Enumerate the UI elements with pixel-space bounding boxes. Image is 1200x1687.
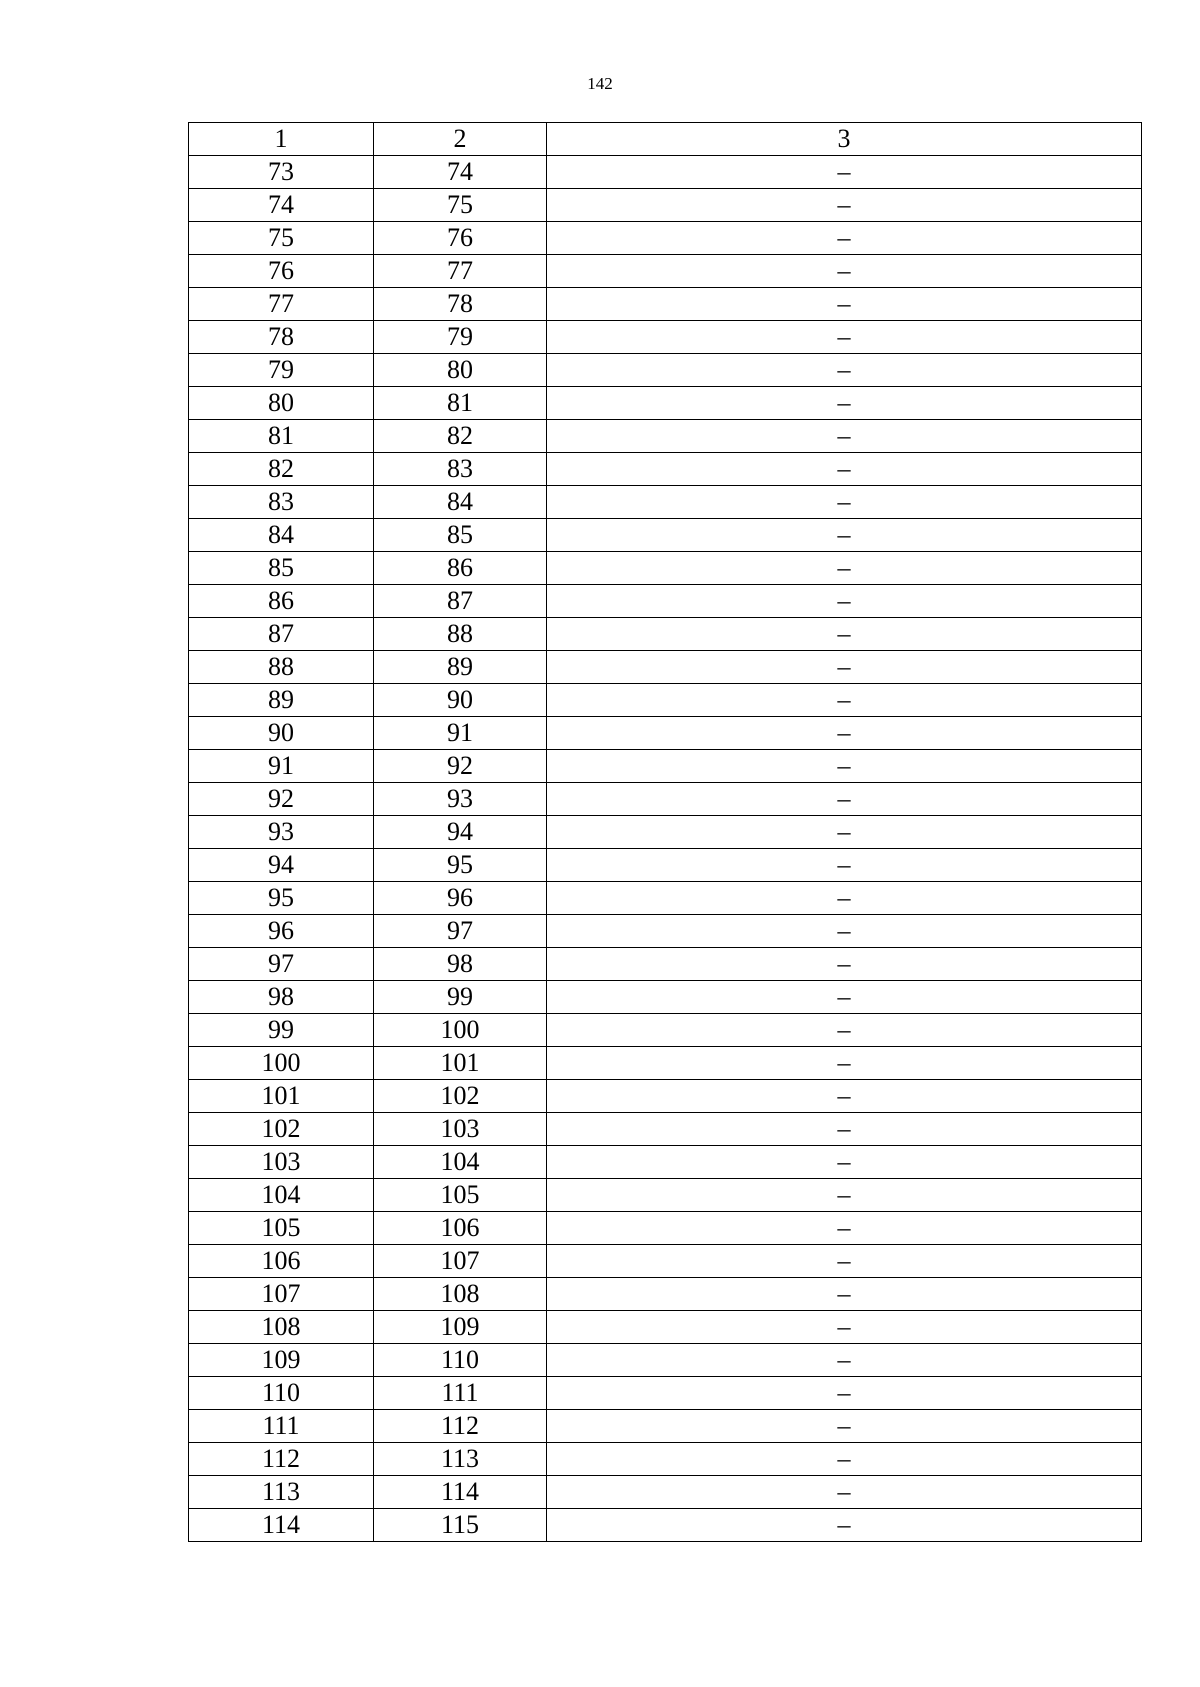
table-row [189, 585, 1142, 618]
table-row [189, 1278, 1142, 1311]
table-row [189, 354, 1142, 387]
table-cell-col-2: 84 [374, 486, 547, 519]
table-cell-col-2: 113 [374, 1443, 547, 1476]
table-cell-col-1: 76 [189, 255, 374, 288]
table-cell-col-2: 108 [374, 1278, 547, 1311]
table-cell-col-2: 99 [374, 981, 547, 1014]
table-cell-col-2: 94 [374, 816, 547, 849]
table-cell-col-2: 101 [374, 1047, 547, 1080]
table-row [189, 387, 1142, 420]
table-row [189, 552, 1142, 585]
table-row [189, 1146, 1142, 1179]
table-row [189, 321, 1142, 354]
table-cell-col-3: – [547, 1344, 1142, 1377]
table-cell-col-2: 78 [374, 288, 547, 321]
table-cell-col-1: 91 [189, 750, 374, 783]
table-cell-col-3: – [547, 420, 1142, 453]
table-cell-col-3: – [547, 684, 1142, 717]
table-cell-col-1: 88 [189, 651, 374, 684]
table-row [189, 1377, 1142, 1410]
table-row [189, 1014, 1142, 1047]
table-cell-col-2: 79 [374, 321, 547, 354]
table-cell-col-1: 87 [189, 618, 374, 651]
table-cell-col-3: – [547, 156, 1142, 189]
table-cell-col-2: 95 [374, 849, 547, 882]
table-row [189, 750, 1142, 783]
table-cell-col-3: – [547, 981, 1142, 1014]
table-cell-col-2: 86 [374, 552, 547, 585]
table-cell-col-2: 104 [374, 1146, 547, 1179]
table-cell-col-1: 89 [189, 684, 374, 717]
table-row [189, 1047, 1142, 1080]
table-body [189, 156, 1142, 1542]
table-row [189, 915, 1142, 948]
table-cell-col-1: 98 [189, 981, 374, 1014]
table-row [189, 222, 1142, 255]
data-table-container [188, 122, 1141, 1542]
table-cell-col-1: 100 [189, 1047, 374, 1080]
table-cell-col-3: – [547, 948, 1142, 981]
table-cell-col-1: 97 [189, 948, 374, 981]
table-cell-col-3: – [547, 1443, 1142, 1476]
table-row [189, 1410, 1142, 1443]
table-cell-col-1: 110 [189, 1377, 374, 1410]
table-cell-col-1: 105 [189, 1212, 374, 1245]
table-cell-col-3: – [547, 1377, 1142, 1410]
table-row [189, 783, 1142, 816]
page-number: 142 [587, 74, 613, 93]
table-cell-col-1: 90 [189, 717, 374, 750]
table-cell-col-1: 80 [189, 387, 374, 420]
table-row [189, 1311, 1142, 1344]
table-cell-col-3: – [547, 222, 1142, 255]
column-header-1: 1 [189, 123, 374, 156]
table-cell-col-3: – [547, 1410, 1142, 1443]
data-table [188, 122, 1142, 1542]
table-cell-col-3: – [547, 288, 1142, 321]
table-cell-col-3: – [547, 1311, 1142, 1344]
table-cell-col-1: 73 [189, 156, 374, 189]
table-row [189, 486, 1142, 519]
table-cell-col-3: – [547, 1212, 1142, 1245]
table-cell-col-2: 109 [374, 1311, 547, 1344]
table-cell-col-3: – [547, 1476, 1142, 1509]
table-row [189, 651, 1142, 684]
table-cell-col-3: – [547, 354, 1142, 387]
table-cell-col-3: – [547, 453, 1142, 486]
table-cell-col-1: 95 [189, 882, 374, 915]
table-cell-col-1: 99 [189, 1014, 374, 1047]
table-cell-col-3: – [547, 1047, 1142, 1080]
table-cell-col-3: – [547, 816, 1142, 849]
table-cell-col-3: – [547, 915, 1142, 948]
table-cell-col-1: 77 [189, 288, 374, 321]
table-cell-col-2: 76 [374, 222, 547, 255]
table-cell-col-3: – [547, 1080, 1142, 1113]
table-row [189, 882, 1142, 915]
table-cell-col-3: – [547, 1179, 1142, 1212]
table-cell-col-2: 110 [374, 1344, 547, 1377]
table-cell-col-3: – [547, 750, 1142, 783]
table-cell-col-3: – [547, 717, 1142, 750]
table-cell-col-3: – [547, 321, 1142, 354]
table-cell-col-2: 115 [374, 1509, 547, 1542]
table-cell-col-1: 96 [189, 915, 374, 948]
table-cell-col-2: 90 [374, 684, 547, 717]
table-cell-col-2: 100 [374, 1014, 547, 1047]
table-cell-col-1: 85 [189, 552, 374, 585]
table-row [189, 453, 1142, 486]
table-cell-col-3: – [547, 486, 1142, 519]
table-row [189, 1509, 1142, 1542]
table-cell-col-1: 74 [189, 189, 374, 222]
table-cell-col-2: 105 [374, 1179, 547, 1212]
table-row [189, 189, 1142, 222]
table-cell-col-2: 91 [374, 717, 547, 750]
table-row [189, 1476, 1142, 1509]
table-row [189, 618, 1142, 651]
table-cell-col-3: – [547, 1245, 1142, 1278]
table-cell-col-1: 113 [189, 1476, 374, 1509]
table-row [189, 156, 1142, 189]
column-header-3: 3 [547, 123, 1142, 156]
table-cell-col-1: 92 [189, 783, 374, 816]
table-cell-col-1: 109 [189, 1344, 374, 1377]
table-cell-col-2: 87 [374, 585, 547, 618]
table-cell-col-3: – [547, 519, 1142, 552]
table-cell-col-1: 78 [189, 321, 374, 354]
table-cell-col-2: 107 [374, 1245, 547, 1278]
table-cell-col-2: 98 [374, 948, 547, 981]
table-cell-col-3: – [547, 849, 1142, 882]
table-cell-col-1: 106 [189, 1245, 374, 1278]
table-cell-col-1: 108 [189, 1311, 374, 1344]
table-row [189, 288, 1142, 321]
table-cell-col-1: 102 [189, 1113, 374, 1146]
table-row [189, 255, 1142, 288]
table-cell-col-2: 103 [374, 1113, 547, 1146]
table-row [189, 1080, 1142, 1113]
table-cell-col-1: 111 [189, 1410, 374, 1443]
table-cell-col-1: 79 [189, 354, 374, 387]
table-row [189, 948, 1142, 981]
table-cell-col-2: 96 [374, 882, 547, 915]
table-row [189, 1212, 1142, 1245]
table-cell-col-1: 93 [189, 816, 374, 849]
table-row [189, 420, 1142, 453]
table-row [189, 717, 1142, 750]
table-cell-col-2: 93 [374, 783, 547, 816]
table-cell-col-2: 80 [374, 354, 547, 387]
table-cell-col-2: 74 [374, 156, 547, 189]
table-cell-col-3: – [547, 651, 1142, 684]
table-cell-col-3: – [547, 189, 1142, 222]
table-cell-col-1: 112 [189, 1443, 374, 1476]
table-cell-col-1: 86 [189, 585, 374, 618]
table-cell-col-3: – [547, 1014, 1142, 1047]
table-cell-col-3: – [547, 1278, 1142, 1311]
table-cell-col-3: – [547, 552, 1142, 585]
table-cell-col-1: 103 [189, 1146, 374, 1179]
table-cell-col-1: 107 [189, 1278, 374, 1311]
table-cell-col-2: 114 [374, 1476, 547, 1509]
table-cell-col-2: 77 [374, 255, 547, 288]
table-cell-col-1: 101 [189, 1080, 374, 1113]
table-row [189, 816, 1142, 849]
table-row [189, 1344, 1142, 1377]
table-cell-col-2: 83 [374, 453, 547, 486]
table-row [189, 1179, 1142, 1212]
table-row [189, 684, 1142, 717]
table-cell-col-2: 88 [374, 618, 547, 651]
table-cell-col-1: 83 [189, 486, 374, 519]
table-cell-col-1: 84 [189, 519, 374, 552]
table-row [189, 519, 1142, 552]
table-cell-col-3: – [547, 585, 1142, 618]
column-header-2: 2 [374, 123, 547, 156]
table-cell-col-3: – [547, 255, 1142, 288]
table-cell-col-2: 75 [374, 189, 547, 222]
table-cell-col-2: 81 [374, 387, 547, 420]
table-row [189, 849, 1142, 882]
table-cell-col-1: 75 [189, 222, 374, 255]
table-cell-col-3: – [547, 882, 1142, 915]
table-cell-col-1: 81 [189, 420, 374, 453]
table-row [189, 1443, 1142, 1476]
table-cell-col-2: 89 [374, 651, 547, 684]
table-cell-col-3: – [547, 618, 1142, 651]
table-cell-col-2: 97 [374, 915, 547, 948]
table-cell-col-3: – [547, 387, 1142, 420]
table-cell-col-1: 82 [189, 453, 374, 486]
table-cell-col-2: 102 [374, 1080, 547, 1113]
table-cell-col-1: 94 [189, 849, 374, 882]
table-cell-col-3: – [547, 1146, 1142, 1179]
table-cell-col-1: 114 [189, 1509, 374, 1542]
table-cell-col-2: 112 [374, 1410, 547, 1443]
table-cell-col-3: – [547, 783, 1142, 816]
table-cell-col-2: 106 [374, 1212, 547, 1245]
table-cell-col-1: 104 [189, 1179, 374, 1212]
table-cell-col-3: – [547, 1509, 1142, 1542]
table-cell-col-2: 111 [374, 1377, 547, 1410]
table-row [189, 1245, 1142, 1278]
table-cell-col-2: 85 [374, 519, 547, 552]
table-cell-col-3: – [547, 1113, 1142, 1146]
table-cell-col-2: 92 [374, 750, 547, 783]
table-header-row [189, 123, 1142, 156]
table-cell-col-2: 82 [374, 420, 547, 453]
table-row [189, 981, 1142, 1014]
table-row [189, 1113, 1142, 1146]
